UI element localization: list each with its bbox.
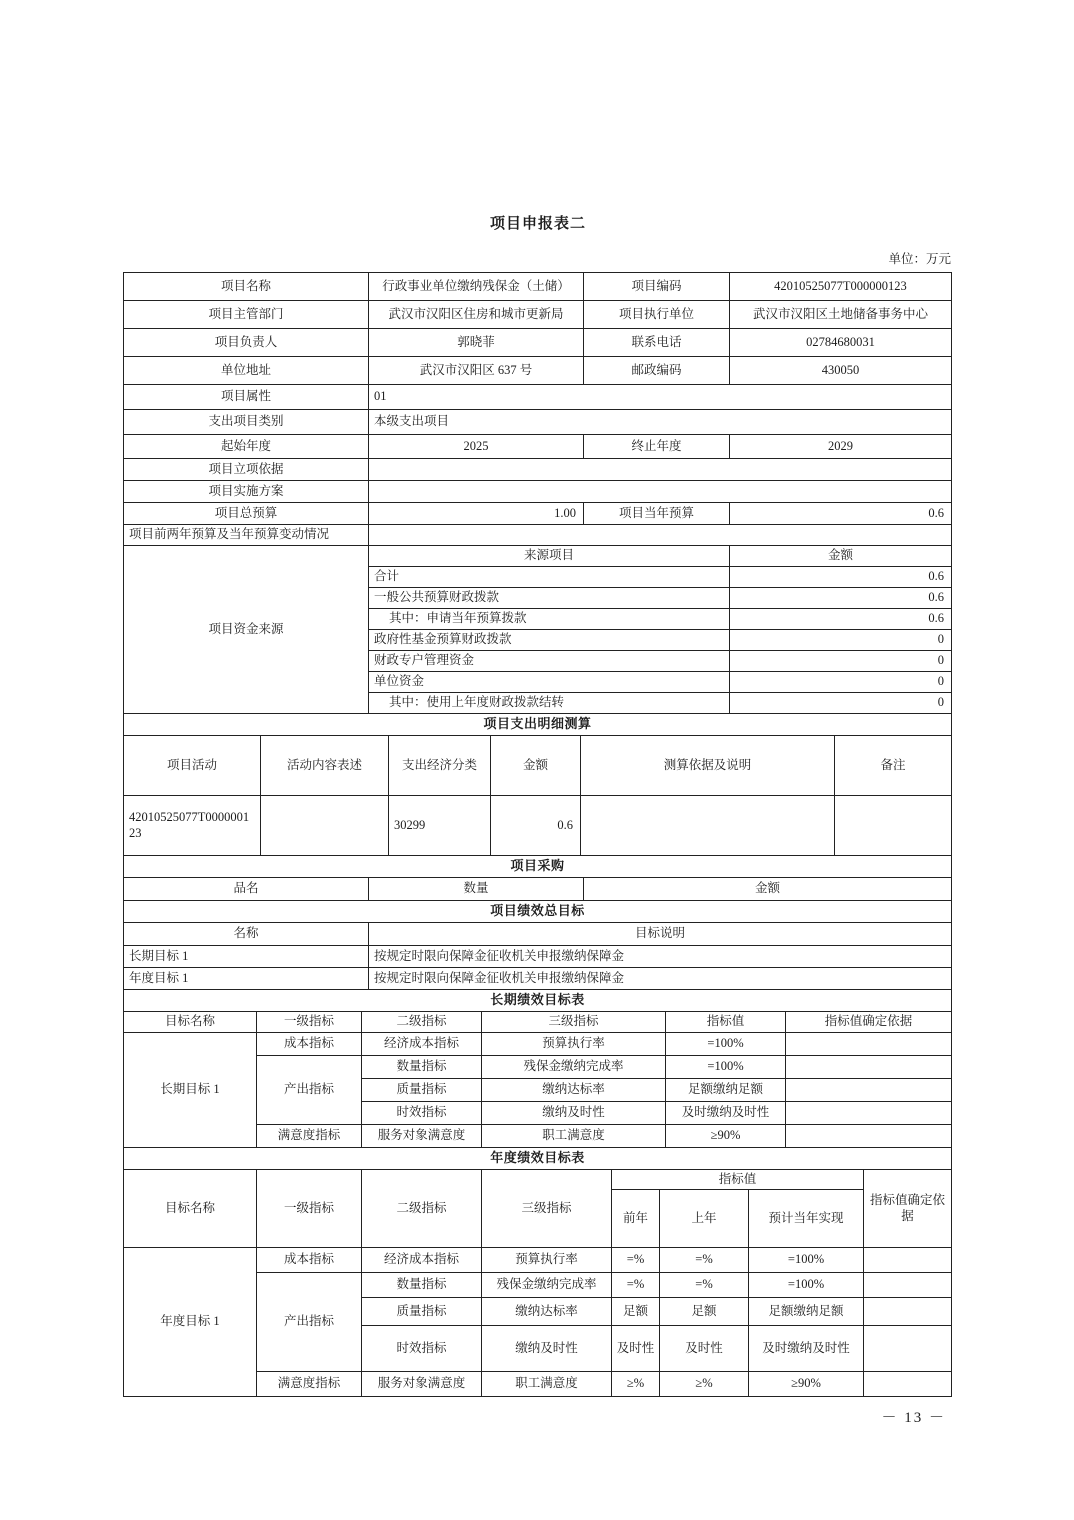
indicator-value: 足额缴纳足额 bbox=[666, 1079, 786, 1102]
value-current-year: =100% bbox=[749, 1248, 864, 1273]
level3-indicator: 缴纳及时性 bbox=[482, 1102, 666, 1125]
value-last-year: ≥% bbox=[660, 1372, 749, 1397]
col-header-activity: 项目活动 bbox=[124, 736, 261, 796]
col-header-goal-description: 目标说明 bbox=[369, 923, 952, 946]
col-header-year-before-last: 前年 bbox=[612, 1190, 660, 1248]
start-year-label: 起始年度 bbox=[124, 435, 369, 459]
funding-row-name: 一般公共预算财政拨款 bbox=[369, 588, 730, 609]
col-header-amount: 金额 bbox=[491, 736, 581, 796]
col-header-goal-name: 名称 bbox=[124, 923, 369, 946]
prior-change-value bbox=[369, 525, 952, 546]
col-header-economic-class: 支出经济分类 bbox=[389, 736, 491, 796]
value-current-year: =100% bbox=[749, 1273, 864, 1298]
level2-indicator: 时效指标 bbox=[362, 1102, 482, 1125]
col-header-level2: 二级指标 bbox=[362, 1170, 482, 1248]
expenditure-table bbox=[123, 713, 952, 856]
basis-value bbox=[369, 459, 952, 481]
col-header-basis: 测算依据及说明 bbox=[581, 736, 835, 796]
category-label: 支出项目类别 bbox=[124, 410, 369, 435]
col-header-amount: 金额 bbox=[584, 878, 952, 901]
table-row bbox=[124, 1033, 952, 1056]
table-row bbox=[124, 546, 952, 567]
annual-goal-description: 按规定时限向保障金征收机关申报缴纳保障金 bbox=[369, 968, 952, 990]
table-row bbox=[124, 273, 952, 301]
level2-indicator: 经济成本指标 bbox=[362, 1248, 482, 1273]
funding-amount-header: 金额 bbox=[730, 546, 952, 567]
level3-indicator: 预算执行率 bbox=[482, 1033, 666, 1056]
longterm-performance-table bbox=[123, 989, 952, 1148]
funding-row-amount: 0 bbox=[730, 672, 952, 693]
table-row bbox=[124, 357, 952, 385]
funding-row-amount: 0.6 bbox=[730, 609, 952, 630]
col-header-level1: 一级指标 bbox=[257, 1012, 362, 1033]
level3-indicator: 职工满意度 bbox=[482, 1125, 666, 1148]
total-budget-label: 项目总预算 bbox=[124, 503, 369, 525]
indicator-value: ≥90% bbox=[666, 1125, 786, 1148]
expenditure-section-title: 项目支出明细测算 bbox=[124, 714, 952, 736]
table-row bbox=[124, 301, 952, 329]
procurement-section-title: 项目采购 bbox=[124, 856, 952, 878]
leader-value: 郭晓菲 bbox=[369, 329, 584, 357]
attribute-value: 01 bbox=[369, 385, 952, 410]
value-year-before-last: ≥% bbox=[612, 1372, 660, 1397]
indicator-value: 及时缴纳及时性 bbox=[666, 1102, 786, 1125]
address-value: 武汉市汉阳区 637 号 bbox=[369, 357, 584, 385]
longterm-goal-name: 长期目标 1 bbox=[124, 946, 369, 968]
level1-indicator: 产出指标 bbox=[257, 1056, 362, 1125]
level3-indicator: 缴纳及时性 bbox=[482, 1326, 612, 1372]
value-year-before-last: 及时性 bbox=[612, 1326, 660, 1372]
funding-row-name: 其中：使用上年度财政拨款结转 bbox=[369, 693, 730, 714]
level2-indicator: 质量指标 bbox=[362, 1298, 482, 1326]
table-row bbox=[124, 990, 952, 1012]
level3-indicator: 缴纳达标率 bbox=[482, 1079, 666, 1102]
current-budget-value: 0.6 bbox=[730, 503, 952, 525]
value-year-before-last: =% bbox=[612, 1273, 660, 1298]
value-last-year: 足额 bbox=[660, 1298, 749, 1326]
indicator-basis bbox=[786, 1033, 952, 1056]
postcode-label: 邮政编码 bbox=[584, 357, 730, 385]
exec-unit-label: 项目执行单位 bbox=[584, 301, 730, 329]
col-header-indicator-value-group: 指标值 bbox=[612, 1170, 864, 1190]
funding-row-amount: 0 bbox=[730, 693, 952, 714]
funding-row-amount: 0.6 bbox=[730, 588, 952, 609]
annual-goal-cell: 年度目标 1 bbox=[124, 1248, 257, 1397]
col-header-level2: 二级指标 bbox=[362, 1012, 482, 1033]
table-row bbox=[124, 1012, 952, 1033]
col-header-indicator-value: 指标值 bbox=[666, 1012, 786, 1033]
phone-label: 联系电话 bbox=[584, 329, 730, 357]
project-code-label: 项目编码 bbox=[584, 273, 730, 301]
page-number: － 13 － bbox=[881, 1410, 946, 1426]
funding-section-label: 项目资金来源 bbox=[124, 546, 369, 714]
attribute-label: 项目属性 bbox=[124, 385, 369, 410]
col-header-level1: 一级指标 bbox=[257, 1170, 362, 1248]
table-row bbox=[124, 503, 952, 525]
plan-value bbox=[369, 481, 952, 503]
funding-table bbox=[123, 545, 952, 714]
table-row bbox=[124, 714, 952, 736]
table-row bbox=[124, 435, 952, 459]
level3-indicator: 缴纳达标率 bbox=[482, 1298, 612, 1326]
col-header-item-name: 品名 bbox=[124, 878, 369, 901]
value-last-year: =% bbox=[660, 1248, 749, 1273]
level1-indicator: 满意度指标 bbox=[257, 1125, 362, 1148]
indicator-basis bbox=[864, 1298, 952, 1326]
plan-label: 项目实施方案 bbox=[124, 481, 369, 503]
project-code-value: 42010525077T000000123 bbox=[730, 273, 952, 301]
table-row bbox=[124, 459, 952, 481]
funding-row-name: 政府性基金预算财政拨款 bbox=[369, 630, 730, 651]
table-row bbox=[124, 946, 952, 968]
col-header-level3: 三级指标 bbox=[482, 1012, 666, 1033]
level3-indicator: 残保金缴纳完成率 bbox=[482, 1056, 666, 1079]
table-row bbox=[124, 923, 952, 946]
table-row bbox=[124, 410, 952, 435]
level2-indicator: 数量指标 bbox=[362, 1056, 482, 1079]
basis-label: 项目立项依据 bbox=[124, 459, 369, 481]
table-row bbox=[124, 901, 952, 923]
indicator-value: =100% bbox=[666, 1033, 786, 1056]
level2-indicator: 时效指标 bbox=[362, 1326, 482, 1372]
form-sheet bbox=[123, 212, 953, 1397]
col-header-current-year: 预计当年实现 bbox=[749, 1190, 864, 1248]
description-value bbox=[261, 796, 389, 856]
col-header-indicator-basis: 指标值确定依据 bbox=[864, 1170, 952, 1248]
address-label: 单位地址 bbox=[124, 357, 369, 385]
table-row bbox=[124, 329, 952, 357]
level2-indicator: 服务对象满意度 bbox=[362, 1372, 482, 1397]
funding-row-name: 其中：申请当年预算拨款 bbox=[369, 609, 730, 630]
prior-change-label: 项目前两年预算及当年预算变动情况 bbox=[124, 525, 369, 546]
postcode-value: 430050 bbox=[730, 357, 952, 385]
col-header-goal-name: 目标名称 bbox=[124, 1012, 257, 1033]
page-title: 项目申报表二 bbox=[489, 216, 586, 232]
col-header-level3: 三级指标 bbox=[482, 1170, 612, 1248]
table-row bbox=[124, 1170, 952, 1190]
indicator-basis bbox=[786, 1056, 952, 1079]
end-year-label: 终止年度 bbox=[584, 435, 730, 459]
indicator-basis bbox=[864, 1326, 952, 1372]
col-header-goal-name: 目标名称 bbox=[124, 1170, 257, 1248]
longterm-goal-description: 按规定时限向保障金征收机关申报缴纳保障金 bbox=[369, 946, 952, 968]
exec-unit-value: 武汉市汉阳区土地储备事务中心 bbox=[730, 301, 952, 329]
project-name-label: 项目名称 bbox=[124, 273, 369, 301]
indicator-basis bbox=[864, 1273, 952, 1298]
basic-info-table bbox=[123, 272, 952, 546]
col-header-last-year: 上年 bbox=[660, 1190, 749, 1248]
level1-indicator: 满意度指标 bbox=[257, 1372, 362, 1397]
col-header-description: 活动内容表述 bbox=[261, 736, 389, 796]
longterm-goal-cell: 长期目标 1 bbox=[124, 1033, 257, 1148]
unit-note: 单位：万元 bbox=[888, 252, 951, 266]
funding-row-amount: 0 bbox=[730, 630, 952, 651]
project-name-value: 行政事业单位缴纳残保金（土储） bbox=[369, 273, 584, 301]
level1-indicator: 成本指标 bbox=[257, 1248, 362, 1273]
col-header-indicator-basis: 指标值确定依据 bbox=[786, 1012, 952, 1033]
indicator-basis bbox=[864, 1372, 952, 1397]
annual-goal-name: 年度目标 1 bbox=[124, 968, 369, 990]
level3-indicator: 预算执行率 bbox=[482, 1248, 612, 1273]
indicator-basis bbox=[786, 1125, 952, 1148]
value-current-year: ≥90% bbox=[749, 1372, 864, 1397]
value-last-year: =% bbox=[660, 1273, 749, 1298]
value-last-year: 及时性 bbox=[660, 1326, 749, 1372]
value-year-before-last: 足额 bbox=[612, 1298, 660, 1326]
end-year-value: 2029 bbox=[730, 435, 952, 459]
indicator-basis bbox=[864, 1248, 952, 1273]
funding-source-header: 来源项目 bbox=[369, 546, 730, 567]
table-row bbox=[124, 481, 952, 503]
col-header-remark: 备注 bbox=[835, 736, 952, 796]
table-row bbox=[124, 525, 952, 546]
total-budget-value: 1.00 bbox=[369, 503, 584, 525]
phone-value: 02784680031 bbox=[730, 329, 952, 357]
table-row bbox=[124, 878, 952, 901]
leader-label: 项目负责人 bbox=[124, 329, 369, 357]
overall-goals-section-title: 项目绩效总目标 bbox=[124, 901, 952, 923]
funding-row-name: 单位资金 bbox=[369, 672, 730, 693]
level2-indicator: 数量指标 bbox=[362, 1273, 482, 1298]
dept-value: 武汉市汉阳区住房和城市更新局 bbox=[369, 301, 584, 329]
basis-value bbox=[581, 796, 835, 856]
value-current-year: 及时缴纳及时性 bbox=[749, 1326, 864, 1372]
funding-row-name: 财政专户管理资金 bbox=[369, 651, 730, 672]
economic-class-value: 30299 bbox=[389, 796, 491, 856]
longterm-section-title: 长期绩效目标表 bbox=[124, 990, 952, 1012]
annual-section-title: 年度绩效目标表 bbox=[124, 1148, 952, 1170]
level2-indicator: 服务对象满意度 bbox=[362, 1125, 482, 1148]
dept-label: 项目主管部门 bbox=[124, 301, 369, 329]
current-budget-label: 项目当年预算 bbox=[584, 503, 730, 525]
indicator-value: =100% bbox=[666, 1056, 786, 1079]
value-year-before-last: =% bbox=[612, 1248, 660, 1273]
level1-indicator: 产出指标 bbox=[257, 1273, 362, 1372]
table-row bbox=[124, 385, 952, 410]
funding-row-amount: 0.6 bbox=[730, 567, 952, 588]
overall-goals-table bbox=[123, 900, 952, 990]
table-row bbox=[124, 856, 952, 878]
category-value: 本级支出项目 bbox=[369, 410, 952, 435]
level1-indicator: 成本指标 bbox=[257, 1033, 362, 1056]
annual-performance-table bbox=[123, 1147, 952, 1397]
amount-value: 0.6 bbox=[491, 796, 581, 856]
indicator-basis bbox=[786, 1102, 952, 1125]
level2-indicator: 质量指标 bbox=[362, 1079, 482, 1102]
indicator-basis bbox=[786, 1079, 952, 1102]
col-header-quantity: 数量 bbox=[369, 878, 584, 901]
value-current-year: 足额缴纳足额 bbox=[749, 1298, 864, 1326]
start-year-value: 2025 bbox=[369, 435, 584, 459]
table-row bbox=[124, 968, 952, 990]
activity-value: 42010525077T000000123 bbox=[124, 796, 261, 856]
table-row bbox=[124, 796, 952, 856]
funding-row-amount: 0 bbox=[730, 651, 952, 672]
level2-indicator: 经济成本指标 bbox=[362, 1033, 482, 1056]
table-row bbox=[124, 736, 952, 796]
table-row bbox=[124, 1248, 952, 1273]
procurement-table bbox=[123, 855, 952, 901]
level3-indicator: 残保金缴纳完成率 bbox=[482, 1273, 612, 1298]
remark-value bbox=[835, 796, 952, 856]
table-row bbox=[124, 1148, 952, 1170]
level3-indicator: 职工满意度 bbox=[482, 1372, 612, 1397]
funding-row-name: 合计 bbox=[369, 567, 730, 588]
